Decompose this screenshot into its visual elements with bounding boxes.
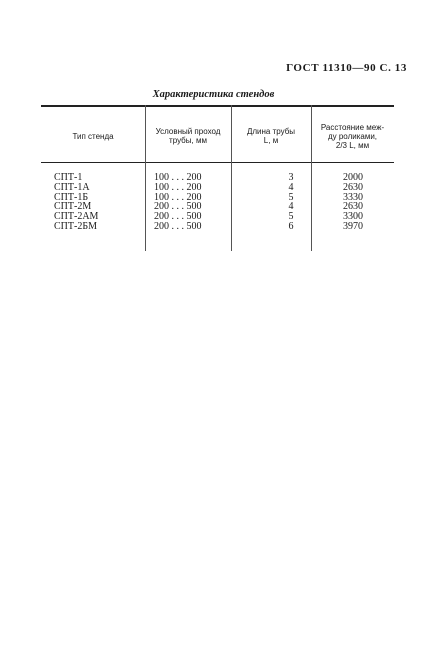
cell-type: СПТ-2АМ	[54, 211, 99, 223]
cell-distance: 2000	[343, 172, 363, 183]
cell-type: СПТ-1	[54, 172, 83, 183]
column-header-dn-line2: трубы, мм	[169, 136, 207, 145]
column-header-length-line1: Длина трубы	[246, 127, 296, 136]
cell-type: СПТ-1Б	[54, 191, 89, 203]
cell-dn: 100 . . . 200	[154, 172, 202, 183]
cell-dn: 200 . . . 500	[154, 211, 202, 223]
cell-type: СПТ-2М	[54, 201, 92, 213]
stands-table	[41, 105, 394, 253]
column-header-type: Тип стенда	[72, 132, 114, 141]
cell-dn: 100 . . . 200	[154, 181, 202, 193]
cell-type: СПТ-1А	[54, 181, 90, 193]
cell-length: 5	[288, 211, 294, 223]
column-header-distance-line1: Расстояние меж-	[320, 123, 385, 132]
column-header-length-line2: L, м	[263, 136, 279, 145]
cell-length: 5	[288, 191, 294, 203]
cell-length: 3	[288, 172, 294, 183]
column-type-values	[54, 173, 98, 232]
cell-length: 4	[288, 201, 294, 213]
page-header: ГОСТ 11310—90 С. 13	[286, 62, 407, 74]
cell-dn: 200 . . . 500	[154, 220, 202, 232]
cell-length: 6	[288, 220, 294, 232]
cell-distance: 3970	[343, 220, 363, 232]
column-header-length	[231, 127, 311, 145]
table-title: Характеристика стендов	[152, 89, 275, 100]
cell-distance: 2630	[343, 181, 363, 193]
column-header-distance-line2: ду роликами,	[327, 132, 378, 141]
cell-distance: 2630	[343, 201, 363, 213]
cell-type: СПТ-2БМ	[54, 220, 97, 232]
column-header-distance-line3: 2/3 L, мм	[335, 141, 370, 150]
cell-distance: 3330	[343, 191, 363, 203]
column-header-dn-line1: Условный проход	[155, 127, 221, 136]
cell-distance: 3300	[343, 211, 363, 223]
cell-dn: 200 . . . 500	[154, 201, 202, 213]
column-header-distance	[311, 123, 394, 150]
table-top-rule	[41, 105, 394, 107]
header-bottom-rule	[41, 162, 394, 163]
cell-dn: 100 . . . 200	[154, 191, 202, 203]
cell-length: 4	[288, 181, 294, 193]
column-header-dn	[145, 127, 231, 145]
column-dn-values	[154, 173, 234, 232]
column-distance-values	[317, 173, 389, 232]
